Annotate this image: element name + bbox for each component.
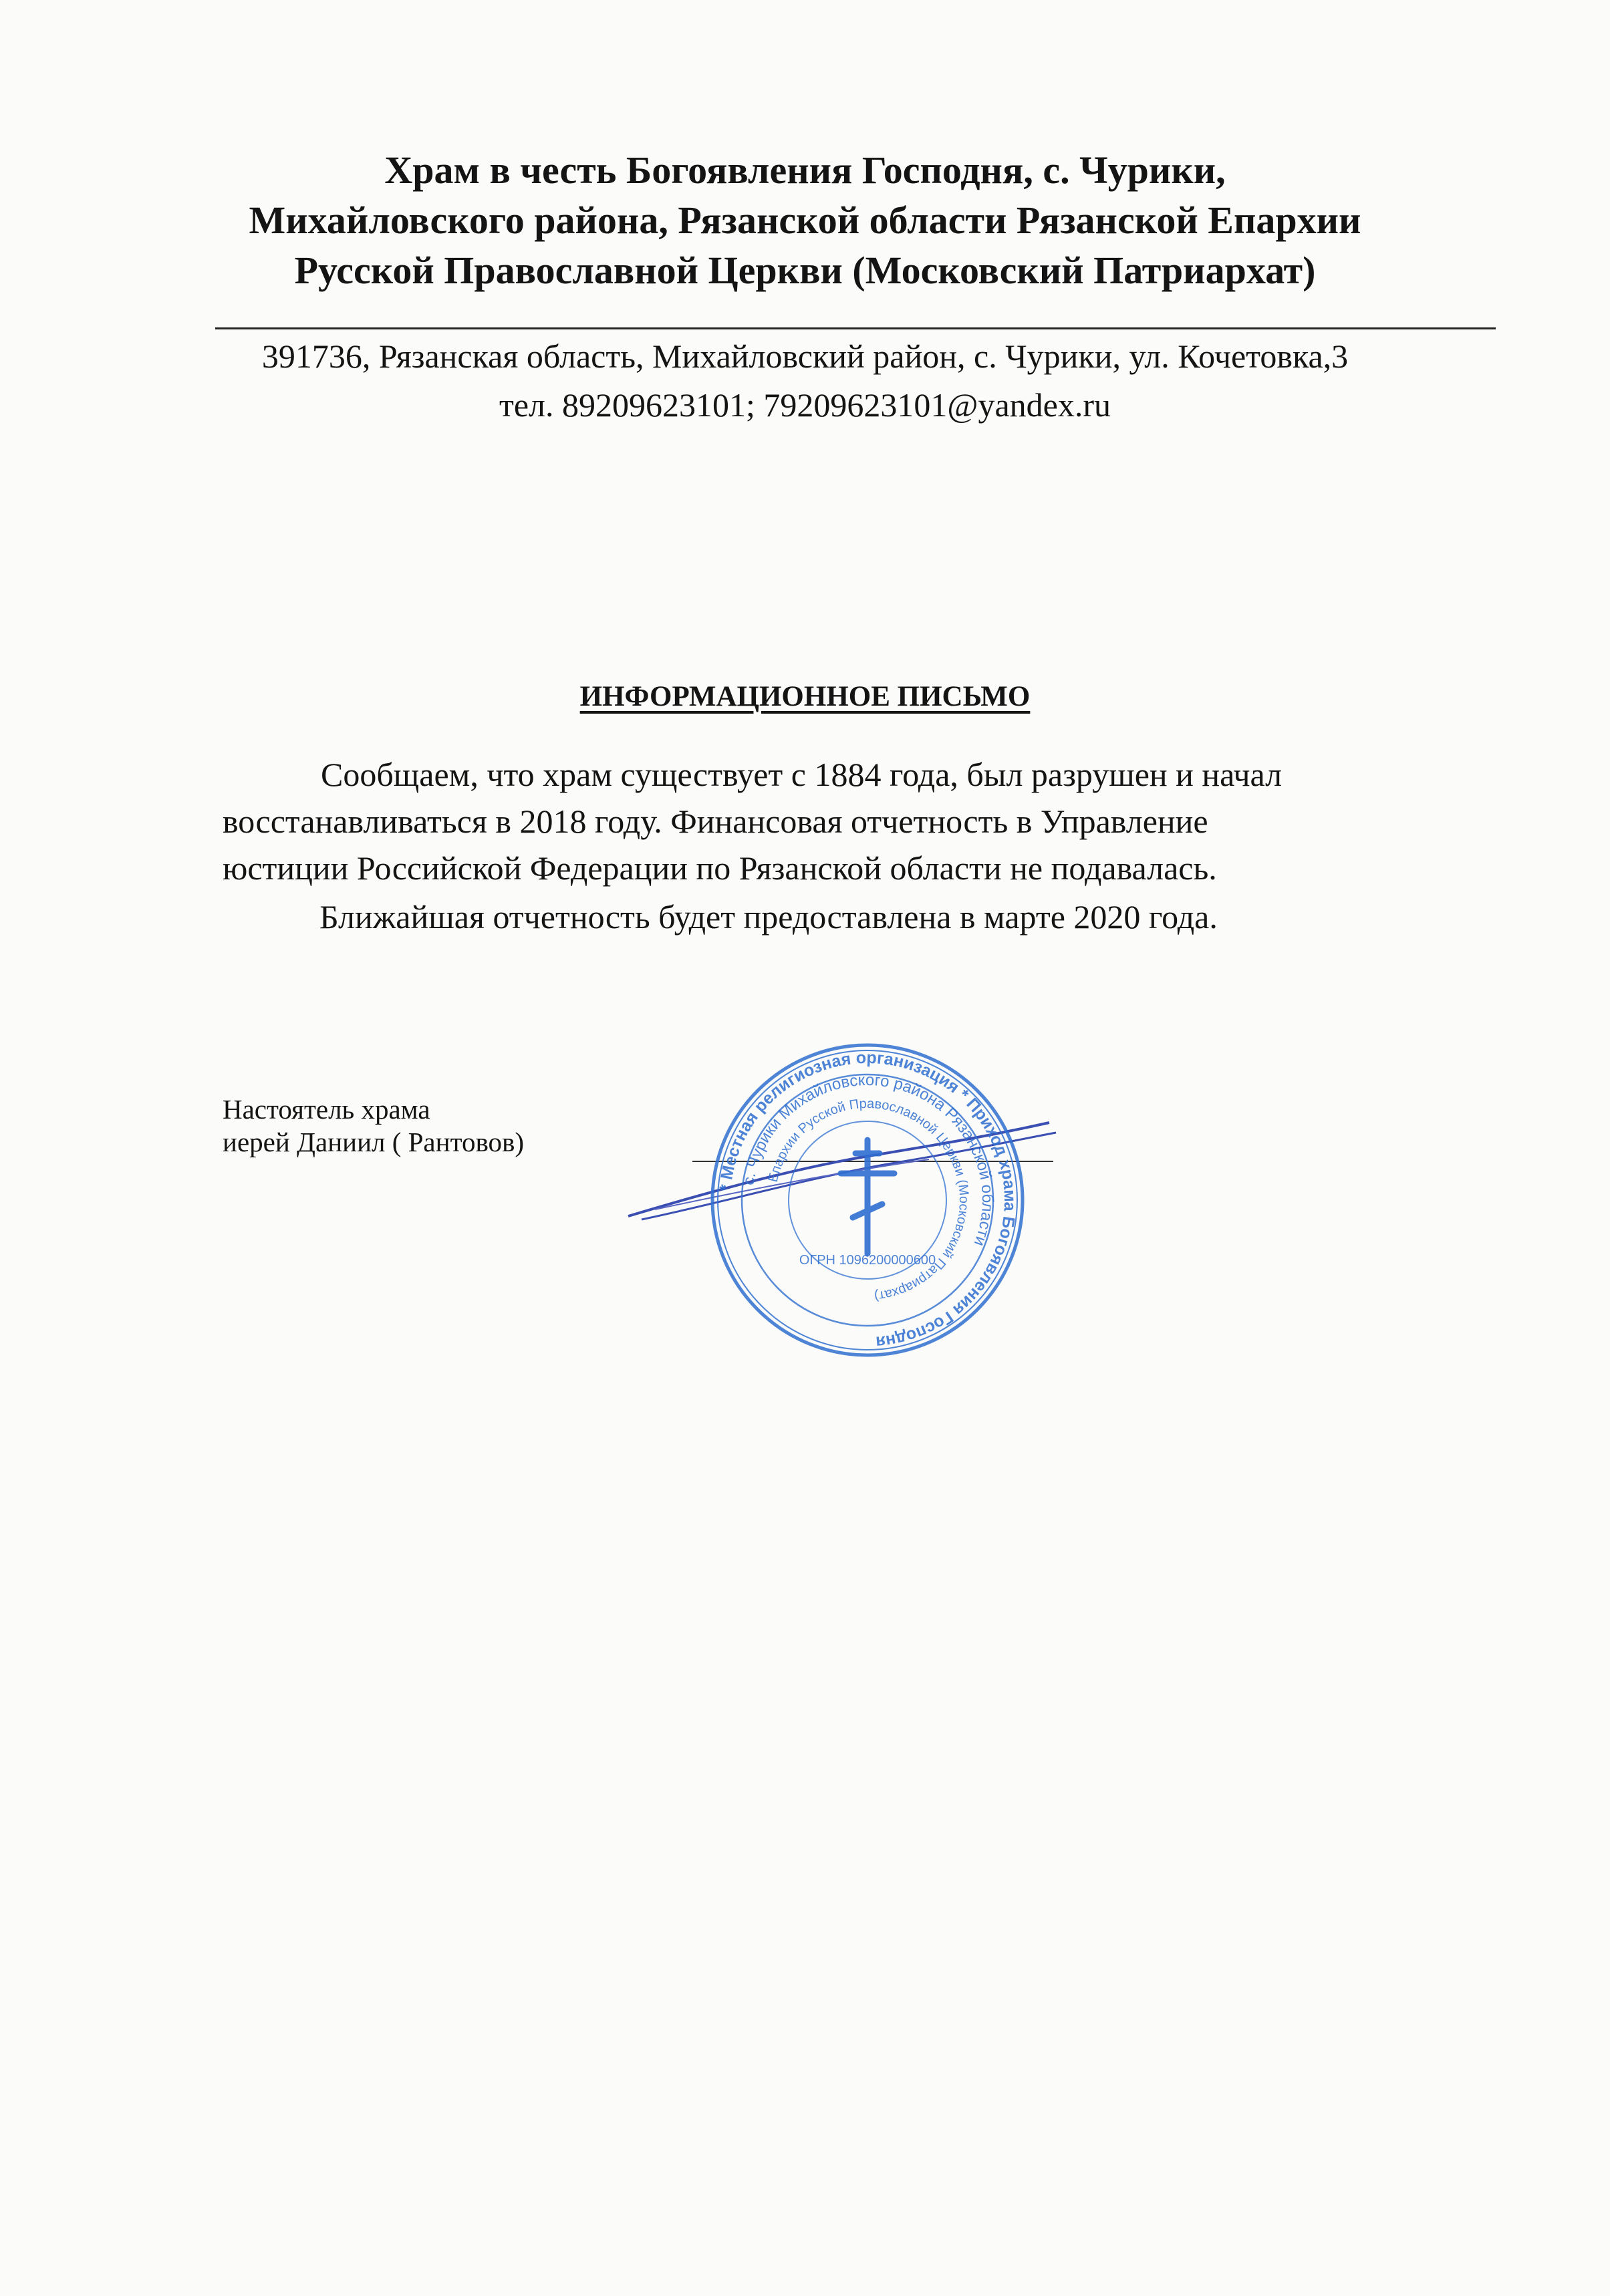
signer-position: Настоятель храма bbox=[223, 1094, 430, 1125]
body-paragraph-2: Ближайшая отчетность будет предоставлена в марте 2020 года. bbox=[319, 898, 1218, 936]
header-divider bbox=[215, 327, 1496, 329]
header-line-2: Михайловского района, Рязанской области Рязанской Епархии bbox=[249, 198, 1361, 242]
letter-title: ИНФОРМАЦИОННОЕ ПИСЬМО bbox=[579, 681, 1031, 712]
orthodox-cross-icon bbox=[841, 1140, 894, 1254]
stamp-outer-text: * Местная религиозная организация * Приход храма Богоявления Господня bbox=[716, 1048, 1020, 1352]
header-line-3: Русской Православной Церкви (Московский Патриархат) bbox=[294, 249, 1316, 292]
contact-line: тел. 89209623101; 79209623101@yandex.ru bbox=[499, 386, 1111, 424]
stamp-middle-text: с. Чурики Михайловского района Рязанской области bbox=[739, 1070, 997, 1249]
stamp-id-text: ОГРН 1096200000600 bbox=[799, 1253, 936, 1268]
body-paragraph-line-3: юстиции Российской Федерации по Рязанской области не подавалась. bbox=[223, 849, 1217, 887]
official-stamp bbox=[707, 1040, 1028, 1360]
header-line-1: Храм в честь Богоявления Господня, с. Чурики, bbox=[384, 148, 1226, 192]
signer-name: иерей Даниил ( Рантовов) bbox=[223, 1127, 525, 1157]
body-paragraph-line-2: восстанавливаться в 2018 году. Финансовая отчетность в Управление bbox=[223, 803, 1208, 840]
body-paragraph-line-1: Сообщаем, что храм существует с 1884 года, был разрушен и начал bbox=[321, 756, 1283, 793]
stamp-inner-text: Епархии Русской Православной Церкви (Московский Патриархат) bbox=[765, 1096, 972, 1304]
address-line: 391736, Рязанская область, Михайловский район, с. Чурики, ул. Кочетовка,3 bbox=[261, 337, 1349, 375]
